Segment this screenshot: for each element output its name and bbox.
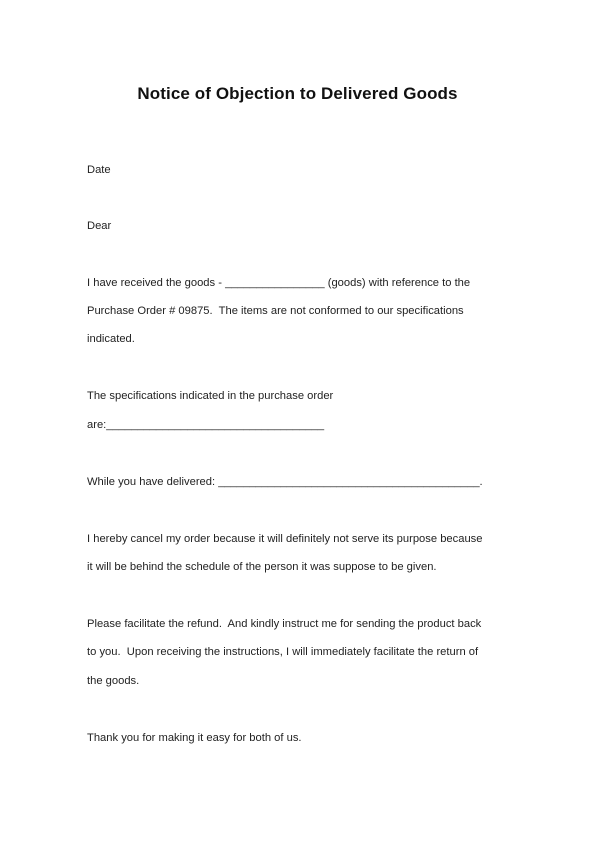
paragraph-line: I have received the goods - ________________ (goods) with reference to the (87, 277, 471, 289)
salutation: Dear (87, 220, 112, 232)
date-label: Date (87, 164, 111, 176)
paragraph-line: Please facilitate the refund. And kindly instruct me for sending the product back (87, 618, 482, 630)
paragraph-line: it will be behind the schedule of the person it was suppose to be given. (87, 561, 437, 573)
closing-line: Thank you for making it easy for both of us. (87, 732, 302, 744)
paragraph-line: Purchase Order # 09875. The items are not conformed to our specifications (87, 305, 464, 317)
paragraph-line: are:___________________________________ (87, 419, 325, 431)
paragraph-line: indicated. (87, 333, 135, 345)
paragraph-line: I hereby cancel my order because it will definitely not serve its purpose because (87, 533, 483, 545)
paragraph-line: to you. Upon receiving the instructions, I will immediately facilitate the return of (87, 646, 479, 658)
paragraph-line: the goods. (87, 675, 140, 687)
paragraph-line: While you have delivered: __________________________________________. (87, 476, 483, 488)
document-title: Notice of Objection to Delivered Goods (137, 84, 458, 103)
paragraph-line: The specifications indicated in the purchase order (87, 390, 334, 402)
